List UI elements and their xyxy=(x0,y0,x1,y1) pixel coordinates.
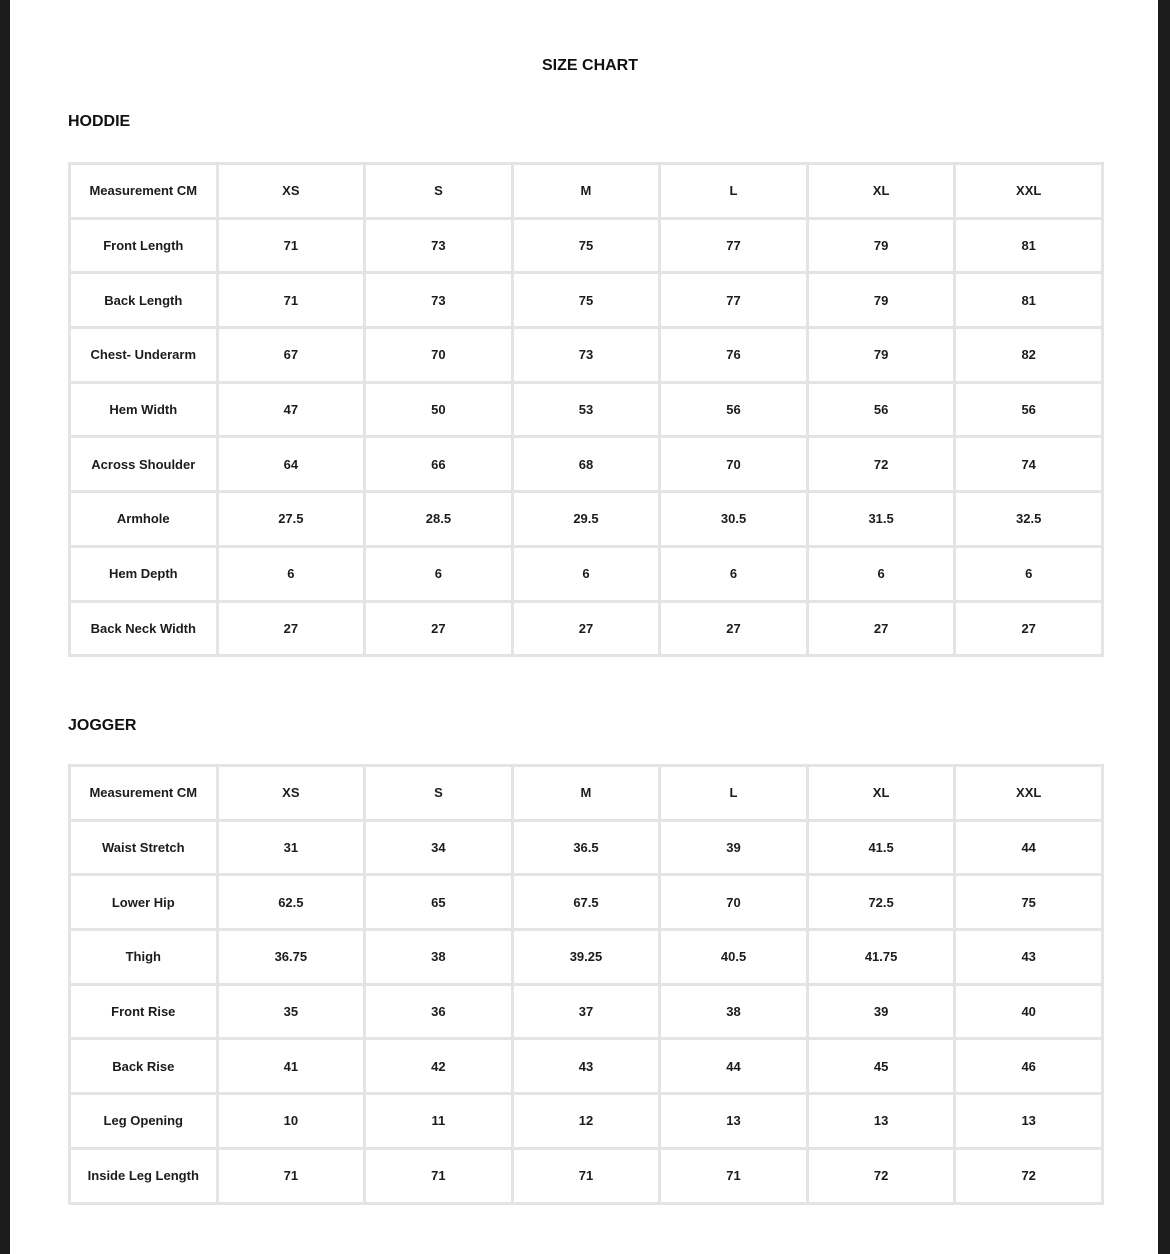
table-cell: 71 xyxy=(217,273,365,328)
table-cell: 56 xyxy=(955,382,1103,437)
table-cell: 28.5 xyxy=(365,492,513,547)
table-cell: 43 xyxy=(955,930,1103,985)
table-cell: 38 xyxy=(660,984,808,1039)
table-cell: 29.5 xyxy=(512,492,660,547)
table-cell: 37 xyxy=(512,984,660,1039)
table-cell: 44 xyxy=(955,820,1103,875)
header-cell: L xyxy=(660,164,808,219)
table-cell: 36.75 xyxy=(217,930,365,985)
table-cell: 13 xyxy=(955,1094,1103,1149)
header-cell: M xyxy=(512,164,660,219)
table-row xyxy=(70,273,1103,328)
table-cell: 79 xyxy=(807,273,955,328)
table-cell: 76 xyxy=(660,328,808,383)
table-cell: 75 xyxy=(512,273,660,328)
table-cell: 27 xyxy=(365,601,513,656)
table-cell: 34 xyxy=(365,820,513,875)
table-cell: 38 xyxy=(365,930,513,985)
table-cell: 40.5 xyxy=(660,930,808,985)
table-cell: 81 xyxy=(955,218,1103,273)
table-cell: 32.5 xyxy=(955,492,1103,547)
table-row xyxy=(70,1148,1103,1203)
table-row xyxy=(70,382,1103,437)
table-cell: 79 xyxy=(807,218,955,273)
header-cell: M xyxy=(512,766,660,821)
table-cell: 46 xyxy=(955,1039,1103,1094)
table-cell: 43 xyxy=(512,1039,660,1094)
table-cell: 31.5 xyxy=(807,492,955,547)
table-cell: 77 xyxy=(660,218,808,273)
table-cell: 12 xyxy=(512,1094,660,1149)
table-cell: 72.5 xyxy=(807,875,955,930)
header-cell: Measurement CM xyxy=(70,164,218,219)
table-cell: 36 xyxy=(365,984,513,1039)
header-cell: XL xyxy=(807,766,955,821)
table-cell: 56 xyxy=(807,382,955,437)
table-row xyxy=(70,875,1103,930)
table-cell: 11 xyxy=(365,1094,513,1149)
header-cell: S xyxy=(365,766,513,821)
table-cell: 70 xyxy=(660,437,808,492)
table-cell: 40 xyxy=(955,984,1103,1039)
table-row xyxy=(70,1039,1103,1094)
table-cell: 67 xyxy=(217,328,365,383)
jogger-size-table xyxy=(68,764,1104,1205)
table-cell: 56 xyxy=(660,382,808,437)
table-cell: 73 xyxy=(365,218,513,273)
table-cell: 53 xyxy=(512,382,660,437)
measurement-label: Leg Opening xyxy=(70,1094,218,1149)
table-row xyxy=(70,218,1103,273)
measurement-label: Front Length xyxy=(70,218,218,273)
table-row xyxy=(70,601,1103,656)
table-cell: 72 xyxy=(807,1148,955,1203)
measurement-label: Back Neck Width xyxy=(70,601,218,656)
header-cell: XXL xyxy=(955,766,1103,821)
table-cell: 42 xyxy=(365,1039,513,1094)
table-row xyxy=(70,492,1103,547)
table-cell: 67.5 xyxy=(512,875,660,930)
table-cell: 50 xyxy=(365,382,513,437)
header-cell: XL xyxy=(807,164,955,219)
table-cell: 75 xyxy=(512,218,660,273)
table-cell: 75 xyxy=(955,875,1103,930)
table-cell: 77 xyxy=(660,273,808,328)
table-cell: 6 xyxy=(955,546,1103,601)
table-cell: 10 xyxy=(217,1094,365,1149)
table-cell: 71 xyxy=(217,1148,365,1203)
table-cell: 82 xyxy=(955,328,1103,383)
table-cell: 64 xyxy=(217,437,365,492)
table-cell: 71 xyxy=(365,1148,513,1203)
section-title-hoodie: HODDIE xyxy=(68,113,131,130)
measurement-label: Armhole xyxy=(70,492,218,547)
table-cell: 73 xyxy=(365,273,513,328)
table-cell: 13 xyxy=(807,1094,955,1149)
table-cell: 65 xyxy=(365,875,513,930)
table-row xyxy=(70,930,1103,985)
page-title: SIZE CHART xyxy=(542,57,638,74)
table-row xyxy=(70,820,1103,875)
measurement-label: Thigh xyxy=(70,930,218,985)
table-cell: 41.5 xyxy=(807,820,955,875)
table-cell: 13 xyxy=(660,1094,808,1149)
table-cell: 74 xyxy=(955,437,1103,492)
measurement-label: Waist Stretch xyxy=(70,820,218,875)
measurement-label: Front Rise xyxy=(70,984,218,1039)
table-cell: 41 xyxy=(217,1039,365,1094)
measurement-label: Lower Hip xyxy=(70,875,218,930)
table-cell: 41.75 xyxy=(807,930,955,985)
section-title-jogger: JOGGER xyxy=(68,717,137,734)
table-cell: 27 xyxy=(217,601,365,656)
table-cell: 6 xyxy=(365,546,513,601)
table-cell: 30.5 xyxy=(660,492,808,547)
table-header-row xyxy=(70,766,1103,821)
table-cell: 27 xyxy=(807,601,955,656)
table-cell: 73 xyxy=(512,328,660,383)
table-row xyxy=(70,437,1103,492)
measurement-label: Back Length xyxy=(70,273,218,328)
measurement-label: Chest- Underarm xyxy=(70,328,218,383)
header-cell: S xyxy=(365,164,513,219)
table-cell: 71 xyxy=(217,218,365,273)
header-cell: L xyxy=(660,766,808,821)
table-cell: 36.5 xyxy=(512,820,660,875)
table-row xyxy=(70,546,1103,601)
measurement-label: Inside Leg Length xyxy=(70,1148,218,1203)
table-cell: 6 xyxy=(807,546,955,601)
table-cell: 62.5 xyxy=(217,875,365,930)
table-cell: 27.5 xyxy=(217,492,365,547)
table-cell: 39 xyxy=(807,984,955,1039)
table-cell: 39 xyxy=(660,820,808,875)
table-cell: 81 xyxy=(955,273,1103,328)
measurement-label: Hem Depth xyxy=(70,546,218,601)
table-cell: 45 xyxy=(807,1039,955,1094)
table-cell: 35 xyxy=(217,984,365,1039)
table-cell: 71 xyxy=(660,1148,808,1203)
table-row xyxy=(70,984,1103,1039)
table-cell: 39.25 xyxy=(512,930,660,985)
table-cell: 44 xyxy=(660,1039,808,1094)
table-cell: 47 xyxy=(217,382,365,437)
table-cell: 72 xyxy=(807,437,955,492)
table-cell: 6 xyxy=(660,546,808,601)
table-cell: 27 xyxy=(512,601,660,656)
table-header-row xyxy=(70,164,1103,219)
table-cell: 79 xyxy=(807,328,955,383)
measurement-label: Across Shoulder xyxy=(70,437,218,492)
table-row xyxy=(70,1094,1103,1149)
table-cell: 66 xyxy=(365,437,513,492)
size-chart-page xyxy=(10,0,1158,1254)
table-cell: 6 xyxy=(217,546,365,601)
measurement-label: Hem Width xyxy=(70,382,218,437)
table-cell: 27 xyxy=(955,601,1103,656)
header-cell: XS xyxy=(217,766,365,821)
table-cell: 71 xyxy=(512,1148,660,1203)
hoodie-size-table xyxy=(68,162,1104,657)
table-cell: 27 xyxy=(660,601,808,656)
table-cell: 6 xyxy=(512,546,660,601)
measurement-label: Back Rise xyxy=(70,1039,218,1094)
header-cell: XXL xyxy=(955,164,1103,219)
table-cell: 70 xyxy=(365,328,513,383)
table-cell: 31 xyxy=(217,820,365,875)
table-cell: 72 xyxy=(955,1148,1103,1203)
table-row xyxy=(70,328,1103,383)
table-cell: 70 xyxy=(660,875,808,930)
table-cell: 68 xyxy=(512,437,660,492)
header-cell: Measurement CM xyxy=(70,766,218,821)
header-cell: XS xyxy=(217,164,365,219)
